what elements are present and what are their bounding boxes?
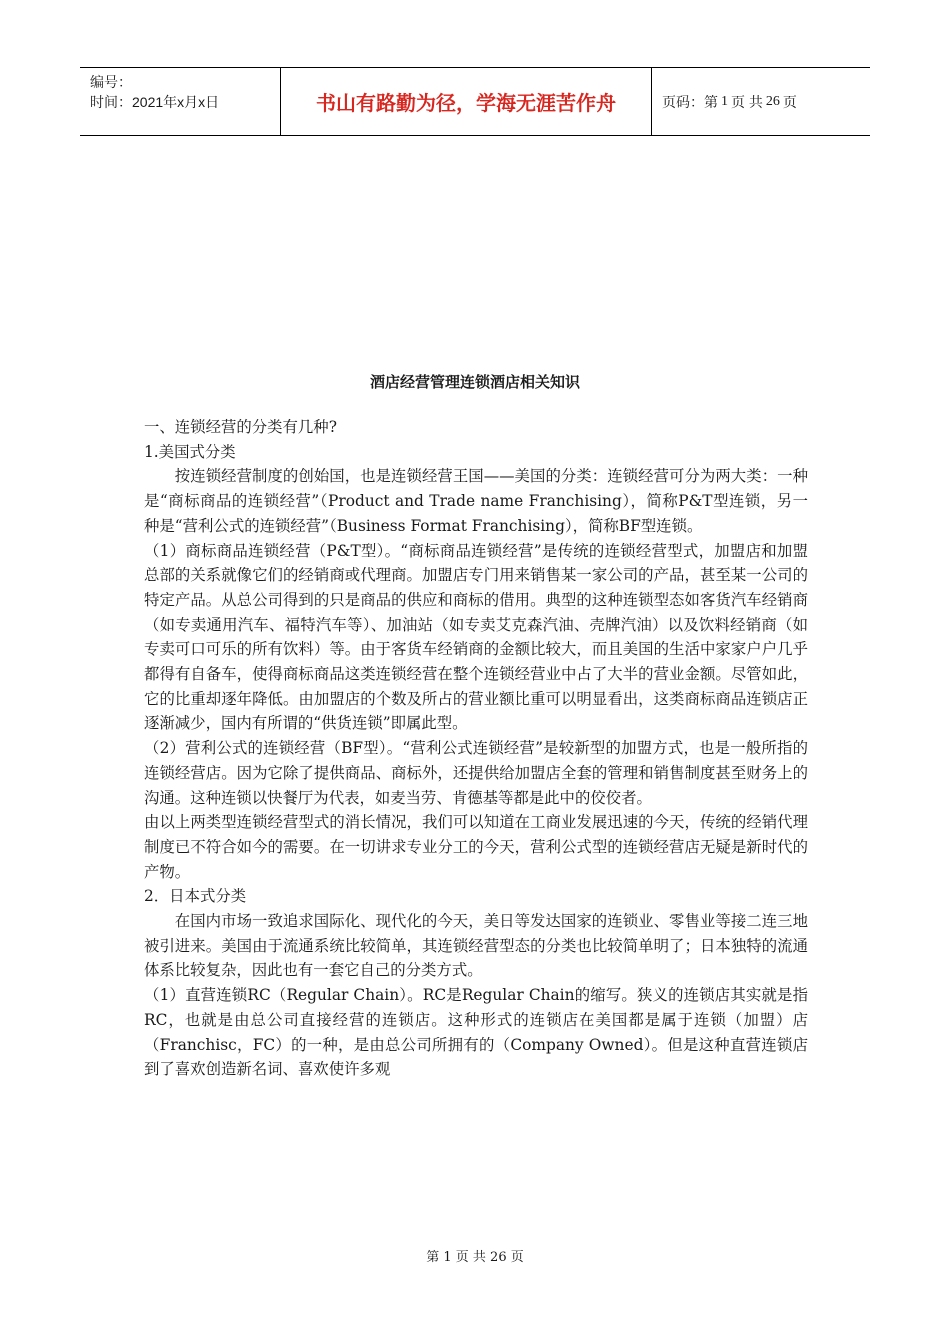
date-label: 时间：2021年x月x日 [90,94,220,110]
paragraph: 按连锁经营制度的创始国，也是连锁经营王国——美国的分类：连锁经营可分为两大类：一种是“商标商品的连锁经营”（Product and Trade name Franchising），简称P&T型连锁，另一种是“营利公式的连锁经营”（Business Format Franchising），简称BF型连锁。 [144,467,808,535]
page-suffix: 页 [782,93,797,110]
header-page-info [652,68,870,135]
paragraph: 2．日本式分类 [144,887,247,906]
paragraph: （1）直营连锁RC（Regular Chain）。RC是Regular Chain的缩写。狭义的连锁店其实就是指RC，也就是由总公司直接经营的连锁店。这种形式的连锁店在美国都是属于连锁（加盟）店（Franchisc，FC）的一种，是由总公司所拥有的（Company Owned）。但是这种直营连锁店到了喜欢创造新名词、喜欢使许多观 [144,986,808,1079]
document-body [144,415,808,1082]
document-title: 酒店经营管理连锁酒店相关知识 [369,373,580,391]
page-total: 26 [765,93,780,109]
page-mid: 页 共 [731,93,763,110]
page-header [80,67,870,136]
page-footer: 第 1 页 共 26 页 [426,1250,524,1265]
paragraph: 一、连锁经营的分类有几种? [144,418,337,436]
number-label: 编号： [90,74,132,90]
paragraph: （1）商标商品连锁经营（P&T型）。“商标商品连锁经营”是传统的连锁经营型式，加盟店和加盟总部的关系就像它们的经销商或代理商。加盟店专门用来销售某一家公司的产品，甚至某一公司的特定产品。从总公司得到的只是商品的供应和商标的借用。典型的这种连锁型态如客货汽车经销商（如专卖通用汽车、福特汽车等）、加油站（如专卖艾克森汽油、壳牌汽油）以及饮料经销商（如专卖可口可乐的所有饮料）等。由于客货车经销商的金额比较大，而且美国的生活中家家户户几乎都得有自备车，使得商标商品这类连锁经营在整个连锁经营业中占了大半的营业金额。尽管如此，它的比重却逐年降低。由加盟店的个数及所占的营业额比重可以明显看出，这类商标商品连锁店正逐渐减少，国内有所谓的“供货连锁”即属此型。 [144,541,808,733]
paragraph: 由以上两类型连锁经营型式的消长情况，我们可以知道在工商业发展迅速的今天，传统的经销代理制度已不符合如今的需要。在一切讲求专业分工的今天，营利公式型的连锁经营店无疑是新时代的产物。 [144,813,808,881]
paragraph: （2）营利公式的连锁经营（BF型）。“营利公式连锁经营”是较新型的加盟方式，也是一般所指的连锁经营店。因为它除了提供商品、商标外，还提供给加盟店全套的管理和销售制度甚至财务上的沟通。这种连锁以快餐厅为代表，如麦当劳、肯德基等都是此中的佼佼者。 [144,739,808,807]
page-current: 1 [721,93,728,109]
paragraph: 在国内市场一致追求国际化、现代化的今天，美日等发达国家的连锁业、零售业等接二连三地被引进来。美国由于流通系统比较简单，其连锁经营型态的分类也比较简单明了；日本独特的流通体系比较复杂，因此也有一套它自己的分类方式。 [144,912,808,980]
header-meta [80,68,280,135]
paragraph: 1.美国式分类 [144,442,236,461]
page-prefix: 页码：第 [662,93,718,110]
header-motto: 书山有路勤为径，学海无涯苦作舟 [280,68,652,135]
